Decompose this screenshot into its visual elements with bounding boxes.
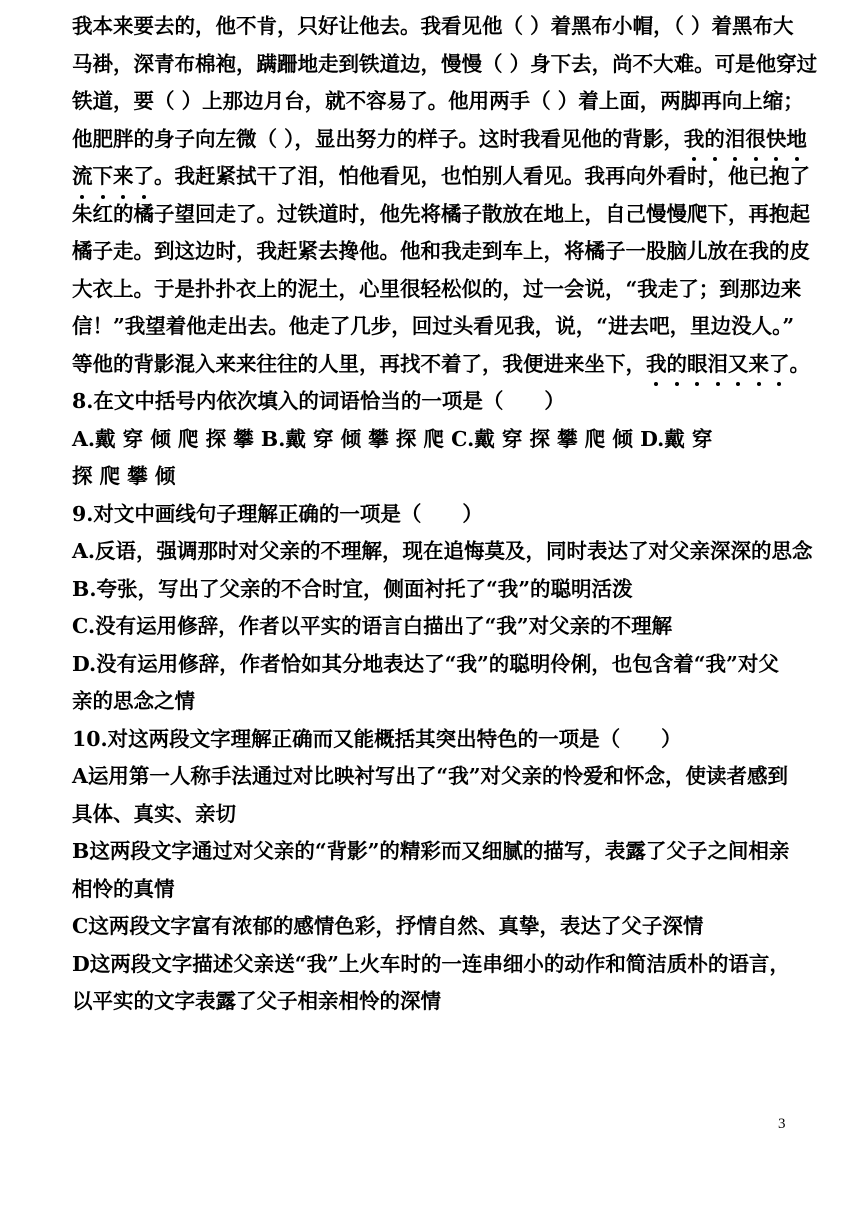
dotted-char: 来: [113, 158, 134, 196]
option-d: D.没有运用修辞，作者恰如其分地表达了“我”的聪明伶俐，也包含着“我”对父: [72, 651, 779, 676]
passage-line: 橘子走。到这边时，我赶紧去搀他。他和我走到车上，将橘子一股脑儿放在我的皮: [72, 239, 810, 263]
option-a: A.反语，强调那时对父亲的不理解，现在追悔莫及，同时表达了对父亲深深的思念: [72, 539, 813, 563]
option-a-continued: 具体、真实、亲切: [72, 801, 236, 826]
dotted-char: 的: [704, 121, 725, 159]
question-stem: 10.对这两段文字理解正确而又能概括其突出特色的一项是（ ）: [72, 726, 682, 751]
dotted-char: 地: [786, 121, 807, 159]
passage-text: 等他的背影混入来来往往的人里，再找不着了，我便进来坐下，: [72, 351, 646, 376]
passage-line: [72, 158, 810, 196]
option-d: D这两段文字描述父亲送“我”上火车时的一连串细小的动作和简洁质朴的语言，: [72, 951, 790, 976]
passage-line: 马褂，深青布棉袍，蹒跚地走到铁道边，慢慢（ ）身下去，尚不大难。可是他穿过: [72, 51, 818, 76]
dotted-char: 泪: [725, 121, 746, 159]
option-b: B.夸张，写出了父亲的不合时宜，侧面衬托了“我”的聪明活泼: [72, 576, 633, 601]
underlined-sentence-part: [646, 352, 790, 376]
dotted-char: 了: [769, 346, 790, 384]
dotted-char: 我: [684, 121, 705, 159]
page-content: [72, 8, 818, 1021]
passage-text: 。我赶紧拭干了泪，怕他看见，也怕别人看见。我再向外看时，他已抱了: [154, 164, 810, 188]
underlined-sentence-part: [72, 164, 154, 188]
option-a: A运用第一人称手法通过对比映衬写出了“我”对父亲的怜爱和怀念，使读者感到: [72, 764, 788, 788]
passage-line: 朱红的橘子望回走了。过铁道时，他先将橘子散放在地上，自己慢慢爬下，再抱起: [72, 201, 810, 226]
question-stem: 8.在文中括号内依次填入的词语恰当的一项是（ ）: [72, 389, 565, 413]
question-options: 探 爬 攀 倾: [72, 464, 176, 488]
dotted-char: 泪: [708, 346, 729, 384]
dotted-char: 眼: [687, 346, 708, 384]
question-9: [72, 496, 813, 721]
passage-line: 大衣上。于是扑扑衣上的泥土，心里很轻松似的，过一会说，“我走了；到那边来: [72, 276, 802, 301]
dotted-char: 下: [93, 158, 114, 196]
dotted-char: 又: [728, 346, 749, 384]
dotted-char: 我: [646, 346, 667, 384]
passage-text: 他肥胖的身子向左微（ ），显出努力的样子。这时我看见他的背影，: [72, 126, 684, 151]
dotted-char: 的: [667, 346, 688, 384]
passage-line: [72, 346, 810, 384]
option-c: C.没有运用修辞，作者以平实的语言白描出了“我”对父亲的不理解: [72, 614, 673, 638]
dotted-char: 快: [766, 121, 787, 159]
option-d-continued: 亲的思念之情: [72, 689, 195, 713]
option-b-continued: 相怜的真情: [72, 876, 175, 901]
passage-text: 。: [789, 351, 810, 376]
dotted-char: 了: [134, 158, 155, 196]
passage-line: 我本来要去的，他不肯，只好让他去。我看见他（ ）着黑布小帽，（ ）着黑布大: [72, 14, 794, 38]
passage-line: 信！”我望着他走出去。他走了几步，回过头看见我，说，“进去吧，里边没人。”: [72, 314, 795, 338]
dotted-char: 很: [745, 121, 766, 159]
dotted-char: 流: [72, 158, 93, 196]
question-10: [72, 721, 792, 1021]
option-c: C这两段文字富有浓郁的感情色彩，抒情自然、真挚，表达了父子深情: [72, 914, 704, 938]
dotted-char: 来: [749, 346, 770, 384]
question-stem: 9.对文中画线句子理解正确的一项是（ ）: [72, 501, 483, 526]
page-number: 3: [778, 1116, 786, 1132]
passage-line: [72, 121, 807, 159]
reading-passage: [72, 8, 818, 383]
underlined-sentence-part: [684, 127, 807, 151]
option-d-continued: 以平实的文字表露了父子相亲相怜的深情: [72, 989, 441, 1013]
passage-line: 铁道，要（ ）上那边月台，就不容易了。他用两手（ ）着上面，两脚再向上缩；: [72, 89, 804, 113]
option-b: B这两段文字通过对父亲的“背影”的精彩而又细腻的描写，表露了父子之间相亲: [72, 839, 790, 863]
question-options: A.戴 穿 倾 爬 探 攀 B.戴 穿 倾 攀 探 爬 C.戴 穿 探 攀 爬 倾 D.戴 穿: [72, 426, 713, 451]
question-8: [72, 383, 792, 496]
